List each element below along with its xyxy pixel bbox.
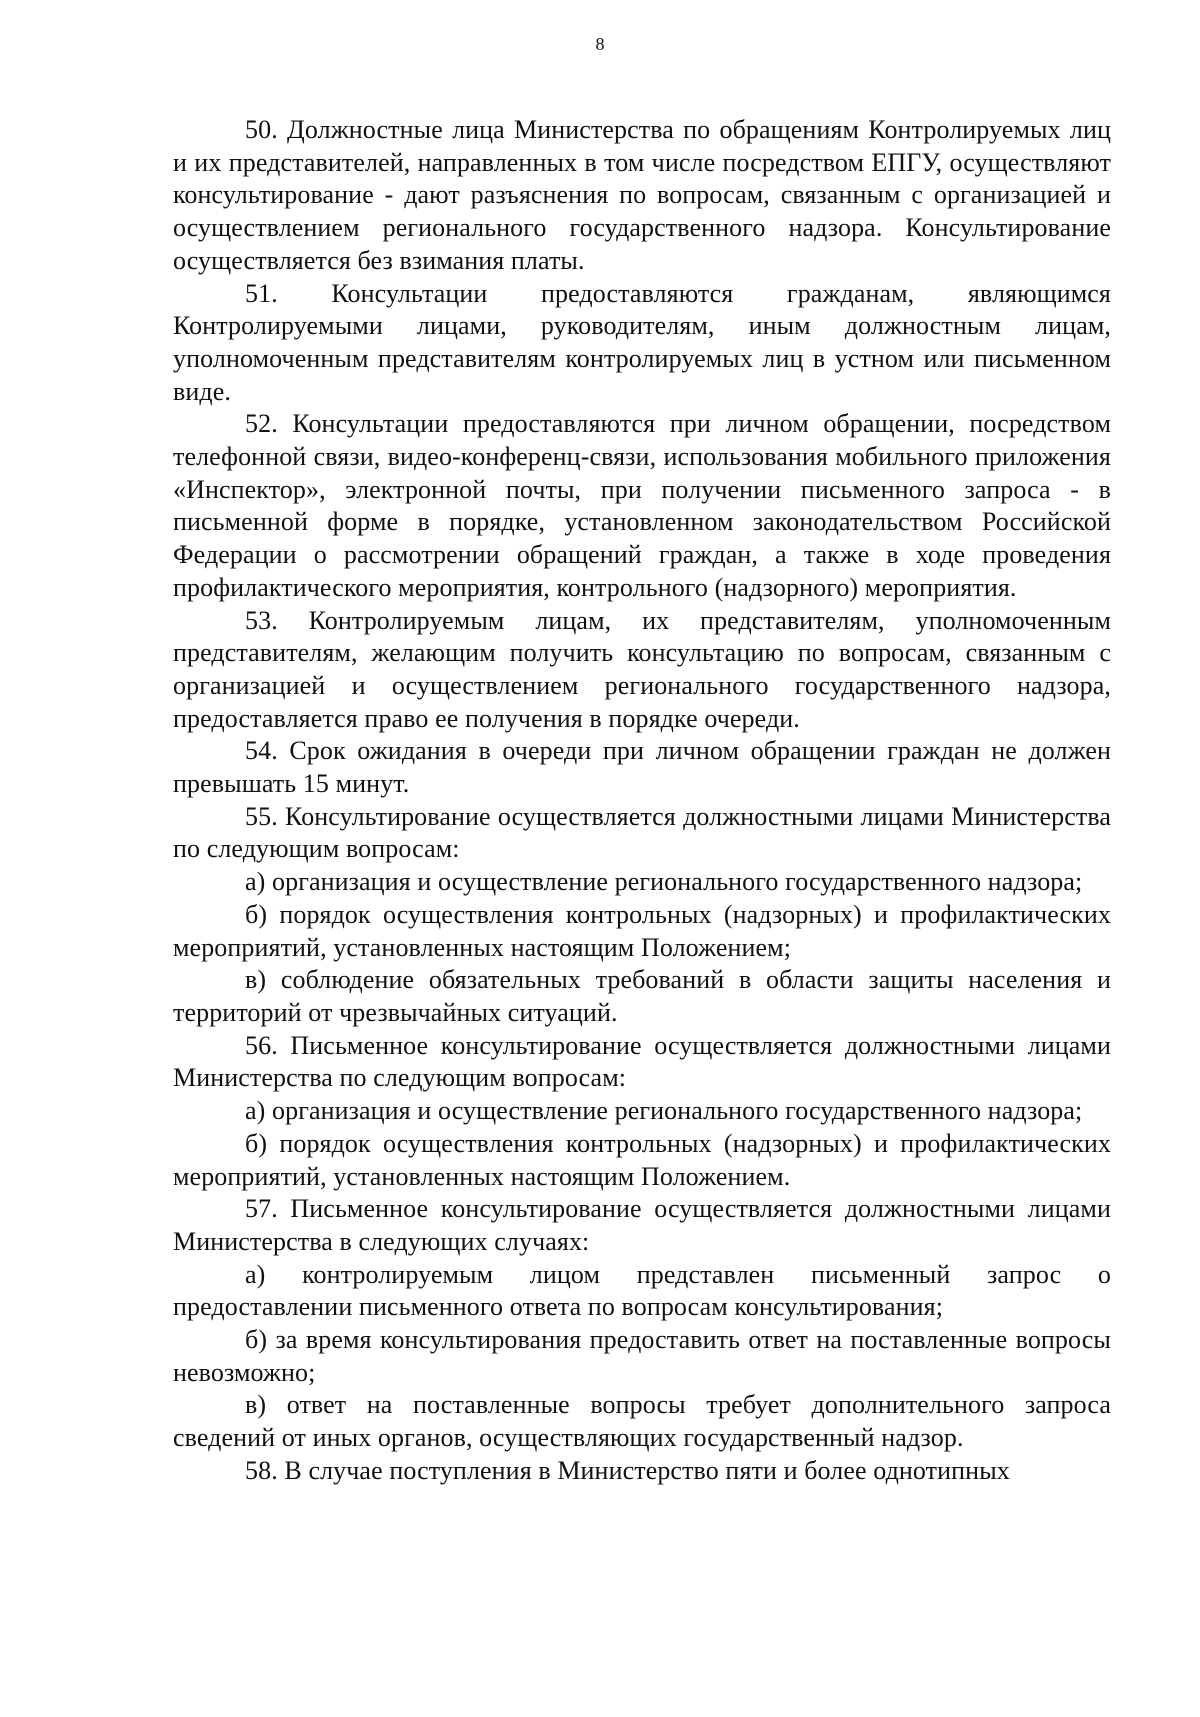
paragraph-51: 51. Консультации предоставляются гражданам, являющимся Контролируемыми лицами, руководителям, иным должностным лицам, уполномоченным представителям контролируемых лиц в устном или письменном виде. [173, 278, 1111, 406]
paragraph-55: 55. Консультирование осуществляется должностными лицами Министерства по следующим вопросам: [173, 801, 1111, 864]
paragraph-55-v: в) соблюдение обязательных требований в области защиты населения и территорий от чрезвычайных ситуаций. [173, 965, 1111, 1027]
paragraph-50: 50. Должностные лица Министерства по обращениям Контролируемых лиц и их представителей, направленных в том числе посредством ЕПГУ, осуществляют консультирование - дают разъяснения по вопросам, связанным с организацией и осуществлением регионального государственного надзора. Консультирование осуществляется без взимания платы. [173, 115, 1111, 275]
paragraph-52: 52. Консультации предоставляются при личном обращении, посредством телефонной связи, видео-конференц-связи, использования мобильного приложения «Инспектор», электронной почты, при получении письменного запроса - в письменной форме в порядке, установленном законодательством Российской Федерации о рассмотрении обращений граждан, а также в ходе проведения профилактического мероприятия, контрольного (надзорного) мероприятия. [173, 409, 1111, 602]
paragraph-53: 53. Контролируемым лицам, их представителям, уполномоченным представителям, желающим получить консультацию по вопросам, связанным с организацией и осуществлением регионального государственного надзора, предоставляется право ее получения в порядке очереди. [173, 605, 1111, 733]
paragraph-54: 54. Срок ожидания в очереди при личном обращении граждан не должен превышать 15 минут. [173, 736, 1111, 799]
paragraph-56: 56. Письменное консультирование осуществляется должностными лицами Министерства по следующим вопросам: [173, 1030, 1111, 1093]
paragraph-55-a: а) организация и осуществление регионального государственного надзора; [245, 867, 1083, 897]
document-body [173, 114, 1111, 1488]
paragraph-56-b: б) порядок осуществления контрольных (надзорных) и профилактических мероприятий, установленных настоящим Положением. [173, 1128, 1111, 1191]
paragraph-57-a: а) контролируемым лицом представлен письменный запрос о предоставлении письменного ответа по вопросам консультирования; [173, 1259, 1111, 1322]
paragraph-57-b: б) за время консультирования предоставить ответ на поставленные вопросы невозможно; [173, 1325, 1111, 1387]
paragraph-57: 57. Письменное консультирование осуществляется должностными лицами Министерства в следующих случаях: [173, 1194, 1111, 1256]
paragraph-56-a: а) организация и осуществление регионального государственного надзора; [245, 1096, 1083, 1126]
paragraph-58: 58. В случае поступления в Министерство пяти и более однотипных [245, 1455, 1010, 1485]
paragraph-57-v: в) ответ на поставленные вопросы требует дополнительного запроса сведений от иных органов, осуществляющих государственный надзор. [173, 1390, 1111, 1453]
page-number: 8 [595, 34, 605, 54]
paragraph-55-b: б) порядок осуществления контрольных (надзорных) и профилактических мероприятий, установленных настоящим Положением; [173, 899, 1111, 962]
